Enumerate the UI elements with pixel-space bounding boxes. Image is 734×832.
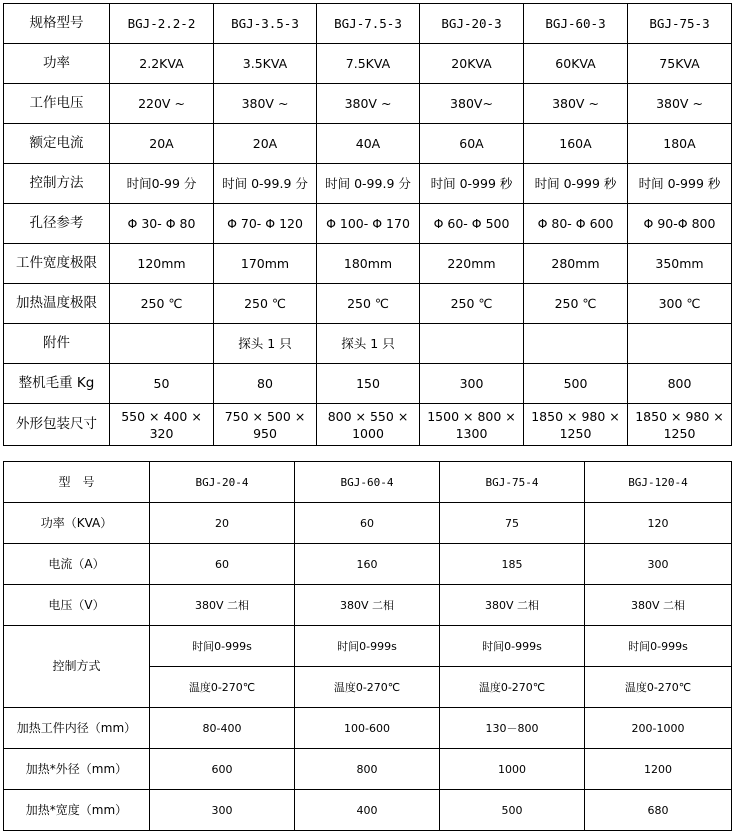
table-cell: 120mm <box>110 244 214 284</box>
table-cell: 350mm <box>628 244 732 284</box>
row-header-cell: 附件 <box>4 324 110 364</box>
table-row <box>4 124 732 164</box>
model-header-cell: BGJ-3.5-3 <box>214 4 317 44</box>
table-cell: 探头 1 只 <box>214 324 317 364</box>
row-header-cell: 加热*宽度（mm） <box>4 790 150 831</box>
table-cell: 220V ~ <box>110 84 214 124</box>
table-cell: 250 ℃ <box>214 284 317 324</box>
row-header-cell: 工件宽度极限 <box>4 244 110 284</box>
table-row <box>4 164 732 204</box>
table-cell: 80-400 <box>150 708 295 749</box>
model-header-cell: BGJ-60-4 <box>295 462 440 503</box>
table-cell: 50 <box>110 364 214 404</box>
table-cell: 60A <box>420 124 524 164</box>
table-header-row <box>4 462 732 503</box>
table-cell: 时间 0-99.9 分 <box>317 164 420 204</box>
table-cell: 750 × 500 × 950 <box>214 404 317 446</box>
table-cell: 130－800 <box>440 708 585 749</box>
table-cell: 160A <box>524 124 628 164</box>
table-cell: 时间0-999s <box>295 626 440 667</box>
table-cell: 380V~ <box>420 84 524 124</box>
table-cell: 时间 0-999 秒 <box>628 164 732 204</box>
table-cell: 380V ~ <box>524 84 628 124</box>
table-cell: Φ 100- Φ 170 <box>317 204 420 244</box>
table-cell <box>628 324 732 364</box>
table-header-row <box>4 4 732 44</box>
table-cell: 1850 × 980 × 1250 <box>628 404 732 446</box>
table-cell: 300 <box>420 364 524 404</box>
table-cell: 时间0-999s <box>150 626 295 667</box>
table-row <box>4 284 732 324</box>
table-row <box>4 708 732 749</box>
table-cell: 时间 0-999 秒 <box>524 164 628 204</box>
table-cell: 300 <box>150 790 295 831</box>
table-cell: 160 <box>295 544 440 585</box>
table-cell: 185 <box>440 544 585 585</box>
table-cell: 180A <box>628 124 732 164</box>
table-cell: 280mm <box>524 244 628 284</box>
table-cell: 20A <box>214 124 317 164</box>
table-cell: 80 <box>214 364 317 404</box>
table-cell: 时间 0-99.9 分 <box>214 164 317 204</box>
table-row <box>4 790 732 831</box>
table-row <box>4 364 732 404</box>
table-row <box>4 324 732 364</box>
table-cell: 380V 二相 <box>295 585 440 626</box>
spec-table-2phase <box>3 461 732 831</box>
table-cell: 100-600 <box>295 708 440 749</box>
table-cell: 200-1000 <box>585 708 732 749</box>
table-cell: 250 ℃ <box>110 284 214 324</box>
table-cell: 680 <box>585 790 732 831</box>
table-cell: 2.2KVA <box>110 44 214 84</box>
row-header-cell: 规格型号 <box>4 4 110 44</box>
table-cell: 20A <box>110 124 214 164</box>
table-cell: 75KVA <box>628 44 732 84</box>
table-cell: Φ 60- Φ 500 <box>420 204 524 244</box>
model-header-cell: BGJ-75-3 <box>628 4 732 44</box>
table-cell: 800 <box>628 364 732 404</box>
table-cell <box>420 324 524 364</box>
spec-table-3phase <box>3 3 732 446</box>
table-row <box>4 585 732 626</box>
table-cell: 1850 × 980 × 1250 <box>524 404 628 446</box>
table-cell: 380V 二相 <box>150 585 295 626</box>
table-cell: Φ 70- Φ 120 <box>214 204 317 244</box>
row-header-cell: 整机毛重 Kg <box>4 364 110 404</box>
table-cell: 180mm <box>317 244 420 284</box>
model-header-cell: BGJ-7.5-3 <box>317 4 420 44</box>
table-cell: 120 <box>585 503 732 544</box>
model-header-cell: BGJ-20-4 <box>150 462 295 503</box>
table-cell: 380V ~ <box>317 84 420 124</box>
table-cell: 800 <box>295 749 440 790</box>
table-cell: 220mm <box>420 244 524 284</box>
row-header-cell: 加热*外径（mm） <box>4 749 150 790</box>
table-cell: 40A <box>317 124 420 164</box>
table-cell: 1200 <box>585 749 732 790</box>
model-header-cell: BGJ-2.2-2 <box>110 4 214 44</box>
table-cell: 温度0-270℃ <box>295 667 440 708</box>
row-header-cell: 加热温度极限 <box>4 284 110 324</box>
row-header-cell: 控制方式 <box>4 626 150 708</box>
table-row <box>4 544 732 585</box>
table-cell: 550 × 400 × 320 <box>110 404 214 446</box>
table-cell: 1000 <box>440 749 585 790</box>
table-cell: 60 <box>150 544 295 585</box>
table-row <box>4 204 732 244</box>
table-cell: 250 ℃ <box>420 284 524 324</box>
table-cell: 1500 × 800 × 1300 <box>420 404 524 446</box>
table-row <box>4 244 732 284</box>
table-cell: Φ 30- Φ 80 <box>110 204 214 244</box>
table-cell: 温度0-270℃ <box>440 667 585 708</box>
table-cell: 500 <box>524 364 628 404</box>
table-cell: 380V 二相 <box>440 585 585 626</box>
table-cell: 380V ~ <box>628 84 732 124</box>
row-header-cell: 电流（A） <box>4 544 150 585</box>
table-cell: 380V ~ <box>214 84 317 124</box>
model-header-cell: BGJ-60-3 <box>524 4 628 44</box>
table-cell: 时间 0-999 秒 <box>420 164 524 204</box>
row-header-cell: 孔径参考 <box>4 204 110 244</box>
table-cell: 60 <box>295 503 440 544</box>
row-header-cell: 外形包装尺寸 <box>4 404 110 446</box>
table-row <box>4 626 732 667</box>
table-cell: 600 <box>150 749 295 790</box>
table-cell: 温度0-270℃ <box>150 667 295 708</box>
row-header-cell: 型 号 <box>4 462 150 503</box>
table-cell: 75 <box>440 503 585 544</box>
table-cell: 300 <box>585 544 732 585</box>
model-header-cell: BGJ-20-3 <box>420 4 524 44</box>
table-cell: 时间0-999s <box>440 626 585 667</box>
table-row <box>4 44 732 84</box>
model-header-cell: BGJ-75-4 <box>440 462 585 503</box>
row-header-cell: 额定电流 <box>4 124 110 164</box>
table-cell: Φ 80- Φ 600 <box>524 204 628 244</box>
table-cell: Φ 90-Φ 800 <box>628 204 732 244</box>
table-cell: 探头 1 只 <box>317 324 420 364</box>
table-cell: 300 ℃ <box>628 284 732 324</box>
row-header-cell: 电压（V） <box>4 585 150 626</box>
model-header-cell: BGJ-120-4 <box>585 462 732 503</box>
table-cell: 时间0-999s <box>585 626 732 667</box>
table-cell <box>110 324 214 364</box>
table-row <box>4 84 732 124</box>
row-header-cell: 功率 <box>4 44 110 84</box>
table-cell: 380V 二相 <box>585 585 732 626</box>
table-cell: 温度0-270℃ <box>585 667 732 708</box>
table-row <box>4 404 732 446</box>
table-cell: 250 ℃ <box>524 284 628 324</box>
row-header-cell: 控制方法 <box>4 164 110 204</box>
table-cell: 150 <box>317 364 420 404</box>
row-header-cell: 功率（KVA） <box>4 503 150 544</box>
row-header-cell: 工作电压 <box>4 84 110 124</box>
table-cell: 60KVA <box>524 44 628 84</box>
table-cell: 500 <box>440 790 585 831</box>
table-cell: 400 <box>295 790 440 831</box>
table-cell: 20KVA <box>420 44 524 84</box>
table-cell: 7.5KVA <box>317 44 420 84</box>
table-cell: 250 ℃ <box>317 284 420 324</box>
table-row <box>4 749 732 790</box>
row-header-cell: 加热工件内径（mm） <box>4 708 150 749</box>
table-cell: 170mm <box>214 244 317 284</box>
table-cell: 800 × 550 × 1000 <box>317 404 420 446</box>
table-cell: 3.5KVA <box>214 44 317 84</box>
table-cell: 时间0-99 分 <box>110 164 214 204</box>
table-cell: 20 <box>150 503 295 544</box>
table-cell <box>524 324 628 364</box>
table-row <box>4 503 732 544</box>
